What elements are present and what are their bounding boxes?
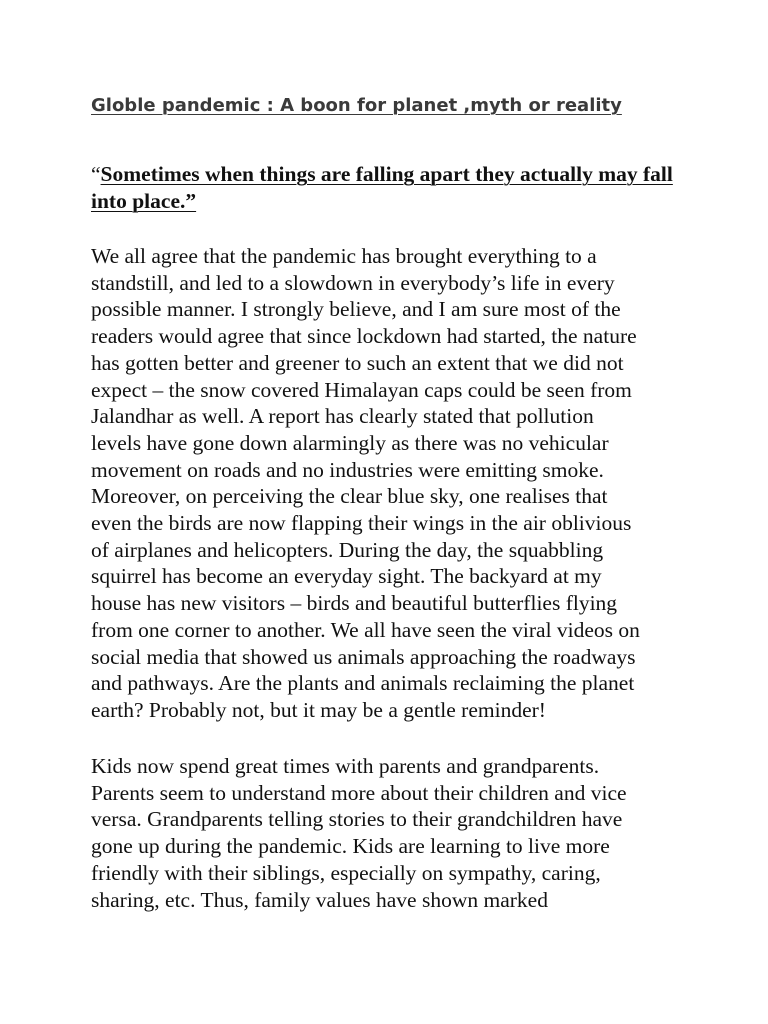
opening-quote-text: Sometimes when things are falling apart they actually may fall into place.” [91, 162, 673, 213]
paragraph-line: house has new visitors – birds and beautiful butterflies flying [91, 591, 618, 616]
paragraph-line: Kids now spend great times with parents and grandparents. [91, 754, 600, 778]
paragraph-line: levels have gone down alarmingly as there was no vehicular [91, 430, 609, 455]
paragraph-line: Moreover, on perceiving the clear blue sky, one realises that [91, 484, 608, 509]
paragraph-line: even the birds are now flapping their wings in the air oblivious [91, 511, 632, 536]
opening-quote [91, 161, 691, 215]
paragraph-line: gone up during the pandemic. Kids are learning to live more [91, 834, 610, 859]
paragraph-line: Parents seem to understand more about their children and vice [91, 780, 627, 805]
paragraph-line: social media that showed us animals approaching the roadways [91, 644, 636, 669]
paragraph-line: sharing, etc. Thus, family values have shown marked [91, 887, 548, 912]
paragraph-line: readers would agree that since lockdown had started, the nature [91, 324, 637, 349]
paragraph-line: We all agree that the pandemic has brought everything to a [91, 244, 597, 268]
paragraph-environment [91, 243, 640, 724]
paragraph-line: possible manner. I strongly believe, and I am sure most of the [91, 297, 621, 322]
paragraph-line: expect – the snow covered Himalayan caps could be seen from [91, 377, 632, 402]
paragraph-line: Jalandhar as well. A report has clearly stated that pollution [91, 404, 594, 429]
paragraph-line: has gotten better and greener to such an extent that we did not [91, 350, 624, 375]
paragraph-line: squirrel has become an everyday sight. The backyard at my [91, 564, 602, 589]
paragraph-family [91, 753, 627, 913]
opening-quote-mark: “ [91, 162, 101, 186]
document-title: Globle pandemic : A boon for planet ,myth or reality [91, 95, 622, 116]
paragraph-line: friendly with their siblings, especially on sympathy, caring, [91, 860, 601, 885]
paragraph-line: versa. Grandparents telling stories to their grandchildren have [91, 807, 623, 832]
paragraph-line: earth? Probably not, but it may be a gentle reminder! [91, 697, 546, 722]
paragraph-line: from one corner to another. We all have seen the viral videos on [91, 617, 640, 642]
paragraph-line: of airplanes and helicopters. During the day, the squabbling [91, 537, 604, 562]
paragraph-line: and pathways. Are the plants and animals reclaiming the planet [91, 671, 635, 696]
paragraph-line: standstill, and led to a slowdown in everybody’s life in every [91, 270, 615, 295]
paragraph-line: movement on roads and no industries were emitting smoke. [91, 457, 604, 482]
